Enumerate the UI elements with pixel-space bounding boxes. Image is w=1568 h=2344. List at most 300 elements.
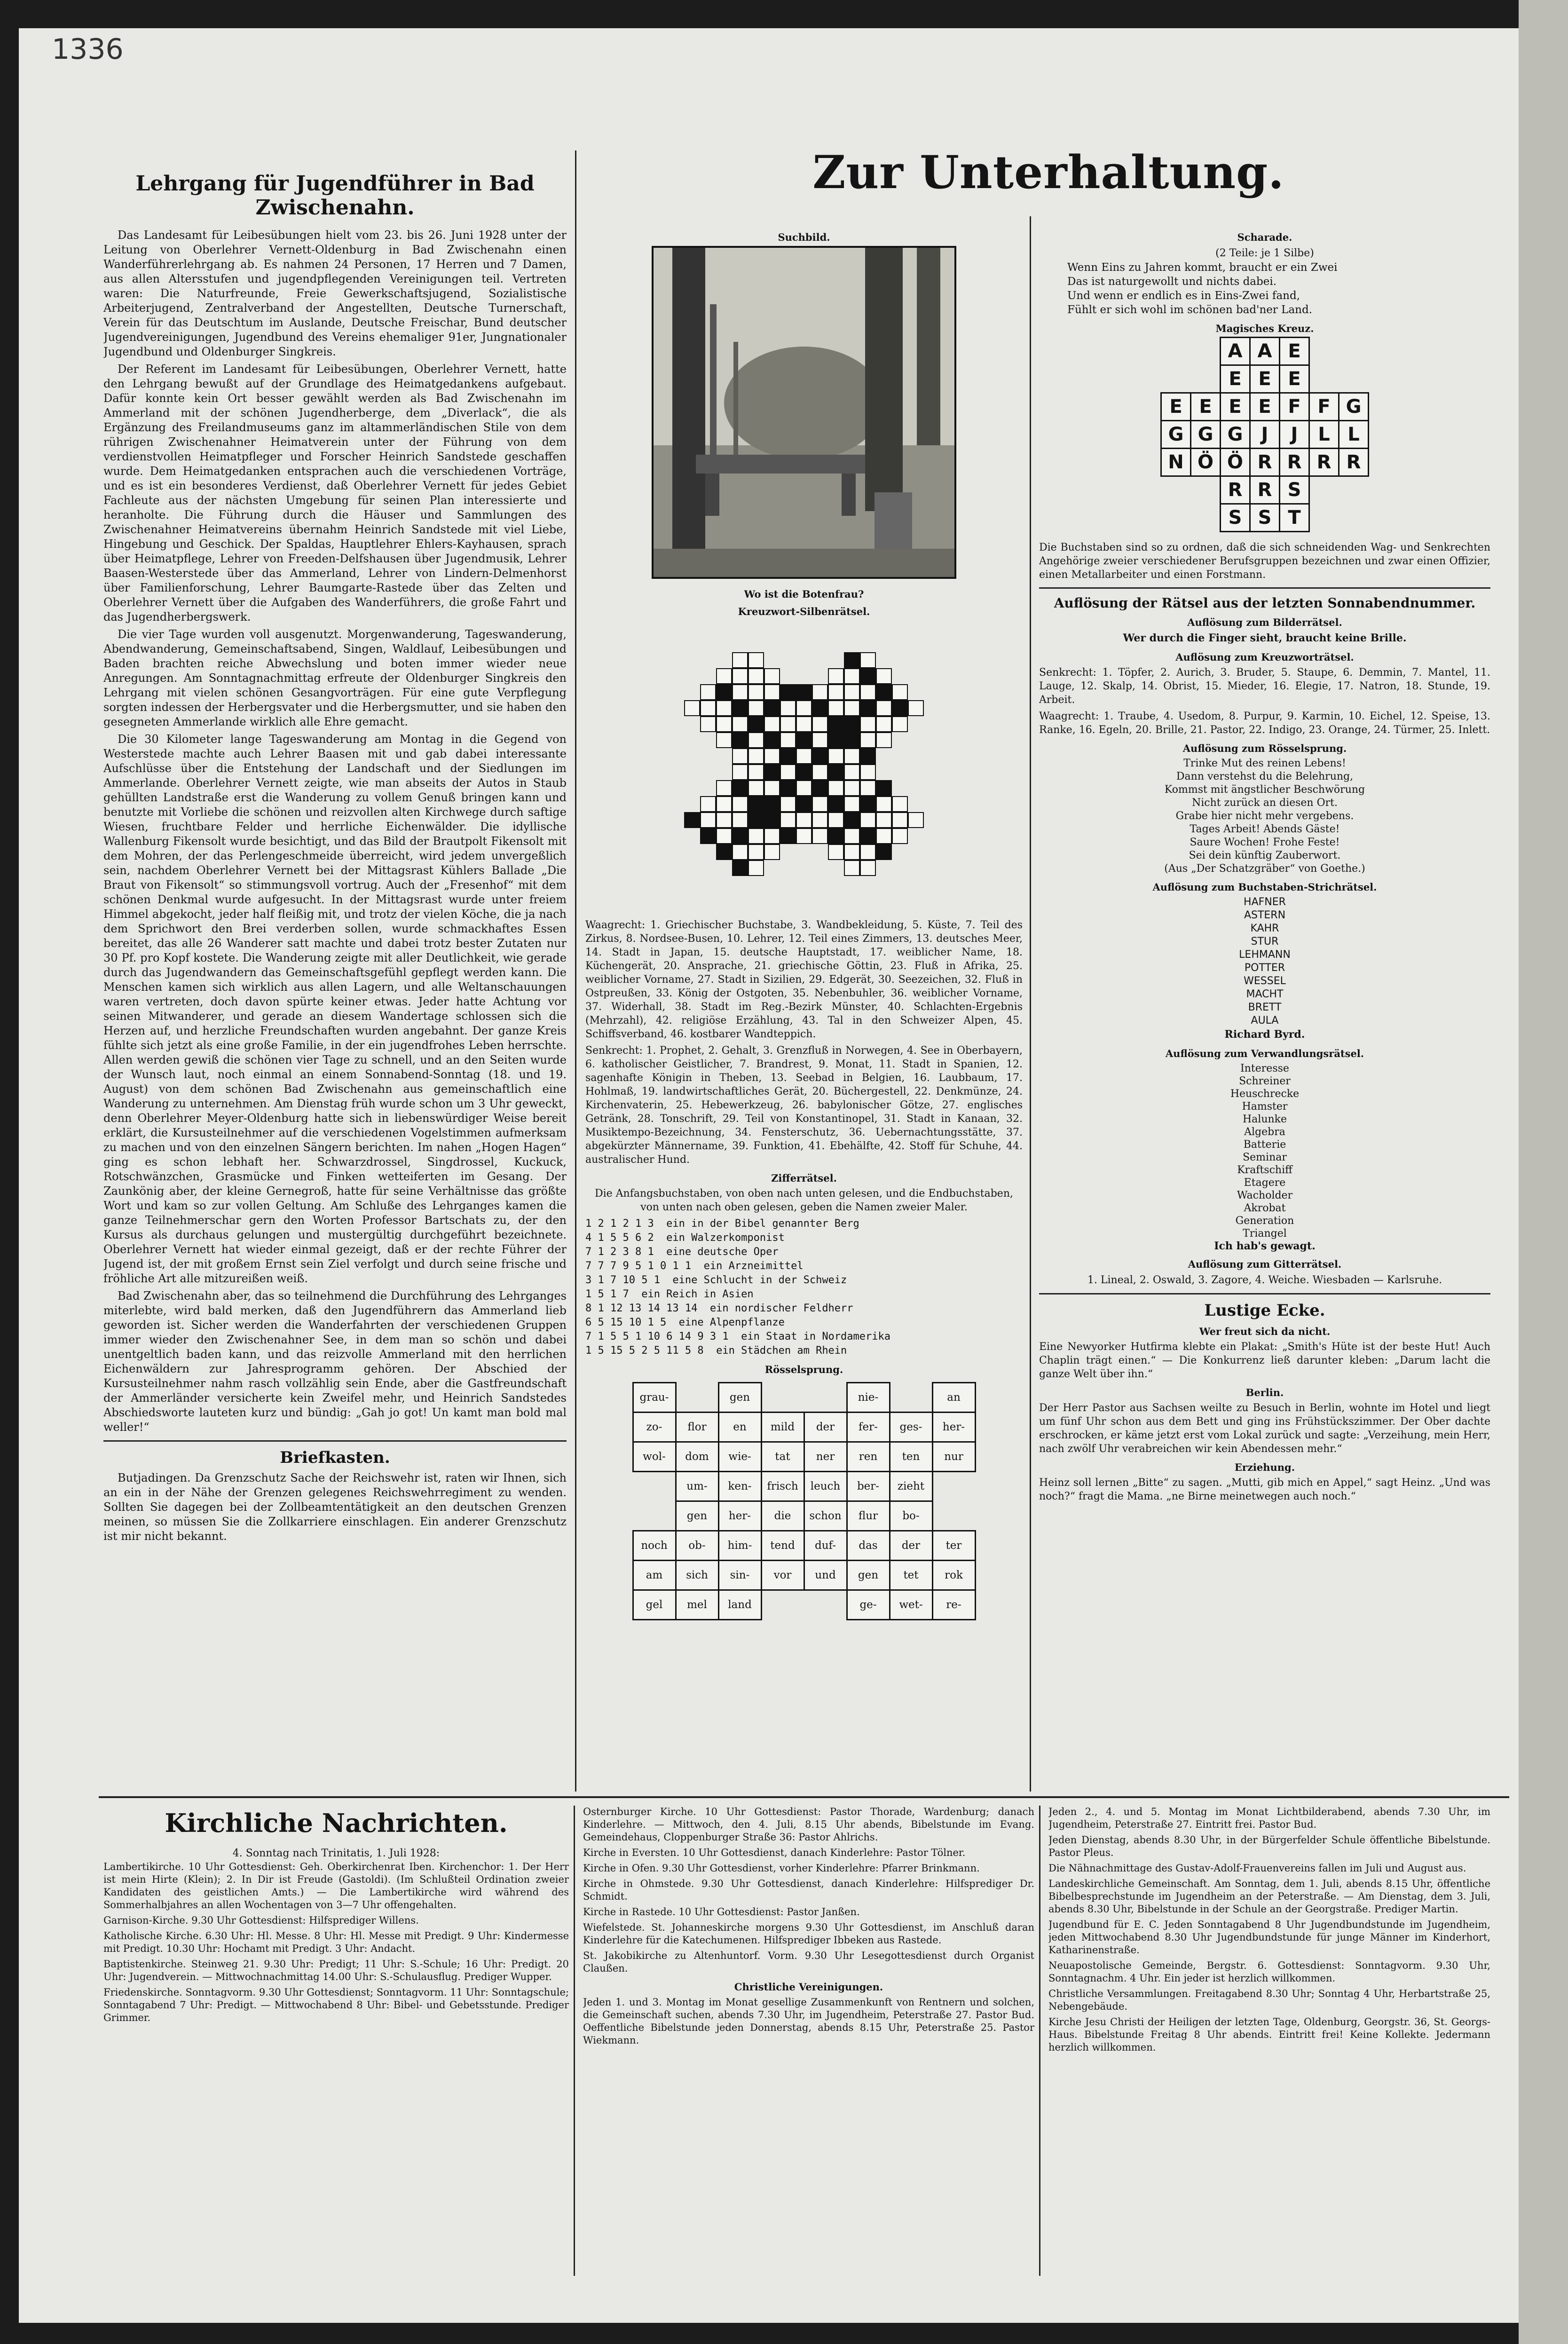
aufl-kreuz-senkrecht: Senkrecht: 1. Töpfer, 2. Aurich, 3. Bruder, 5. Staupe, 6. Demmin, 7. Mantel, 11. Lauge, 12. Skalp, 14. Obrist, 15. Mieder, 16. Elegie, 17. Natron, 18. Stunde, 19. Arbeit. — [1039, 666, 1490, 706]
ruessel-gap — [633, 1501, 676, 1531]
crossword-white-cell — [732, 764, 748, 780]
crossword-white-cell — [892, 684, 908, 700]
ruessel-cell: um- — [676, 1472, 718, 1501]
aufl-gitter-title: Auflösung zum Gitterrätsel. — [1188, 1258, 1342, 1270]
cross-empty-cell — [1160, 503, 1191, 532]
crossword-white-cell — [812, 828, 828, 844]
crossword-white-cell — [860, 780, 876, 796]
crossword-black-cell — [716, 684, 732, 700]
crossword-black-cell — [844, 716, 860, 732]
crossword-white-cell — [700, 684, 716, 700]
crossword-white-cell — [780, 700, 796, 716]
crossword-white-cell — [812, 732, 828, 748]
crossword-black-cell — [684, 812, 700, 828]
article-paragraph: Der Referent im Landesamt für Leibesübungen, Oberlehrer Vernett, hatte den Lehrgang bewußt auf der Grundlage des Heimatgedankens aufgebaut. Dafür konnte kein Ort besser gewählt werden als Bad Zwischenahn im Ammerland mit der schönen Jugendherberge, dem „Diverlack“, die als Ergänzung des Freilandmuseums ganz im altammerländischen Stile von dem rührigen Zwischenahner Heimatverein unter der Führung von dem verdienstvollen Heimatpfleger und Forscher Heinrich Sandstede geschaffen wurde. Dem Heimatgedanken entsprachen auch die verschiedenen Vorträge, und es ist ein besonderes Verdienst, daß Oberlehrer Vernett für jedes Gebiet Fachleute aus der nächsten Umgebung für seinen Plan interessierte und heranholte. Die Führung durch die Häuser und Sammlungen des Zwischenahner Heimatvereins übernahm Heinrich Sandstede mit viel Liebe, Hingebung und Geschick. Der Spaldas, Hauptlehrer Ehlers-Kayhausen, sprach über Heimatpflege, Lehrer von Freeden-Delfshausen über Jugendmusik, Lehrer Baasen-Westerstede über das Ammerland, Lehrer von Lindern-Delmenhorst über Familienforschung, Lehrer Baumgarte-Rastede über das Zelten und Oberlehrer Vernett über die Aufgaben des Wanderführers, die große Fahrt und das Jugendherbergswerk. — [103, 363, 567, 624]
roesselsprung-grid — [632, 1382, 976, 1620]
cross-letter-cell: J — [1249, 420, 1280, 449]
divider — [1039, 1293, 1490, 1294]
ruessel-row — [633, 1413, 975, 1442]
crossword-white-cell — [732, 796, 748, 812]
crossword-white-cell — [844, 796, 860, 812]
ziffer-intro: Die Anfangsbuchstaben, von oben nach unten gelesen, und die Endbuchstaben, von unten nach oben gelesen, geben die Namen zweier Maler. — [594, 1188, 1013, 1213]
verw-word: Wacholder — [1237, 1189, 1293, 1201]
ruessel-gap — [676, 1383, 718, 1413]
crossword-white-cell — [844, 780, 860, 796]
ruessel-cell: das — [847, 1531, 890, 1561]
lustig-head: Wer freut sich da nicht. — [1199, 1325, 1331, 1337]
crossword-white-cell — [748, 844, 764, 860]
crossword-white-cell — [844, 764, 860, 780]
column-rule-left — [575, 150, 576, 1792]
crossword-white-cell — [700, 716, 716, 732]
church-list — [583, 1806, 1034, 2047]
ruessel-cell: gen — [718, 1383, 761, 1413]
crossword-white-cell — [732, 812, 748, 828]
ruessel-cell: her- — [718, 1501, 761, 1531]
church-col-3 — [1048, 1806, 1490, 2276]
crossword-white-cell — [716, 732, 732, 748]
crossword-white-cell — [876, 700, 892, 716]
left-column — [103, 169, 567, 1787]
verw-word: Halunke — [1242, 1113, 1287, 1125]
lustig-head: Erziehung. — [1234, 1461, 1295, 1473]
cross-letter-cell: T — [1279, 503, 1310, 532]
crossword-black-cell — [796, 732, 812, 748]
church-entry: Kirche in Rastede. 10 Uhr Gottesdienst: Pastor Janßen. — [583, 1906, 860, 1918]
crossword-white-cell — [716, 828, 732, 844]
verse-line: Trinke Mut des reinen Lebens! — [1183, 757, 1346, 769]
crossword-white-cell — [700, 812, 716, 828]
ruessel-cell: sin- — [718, 1561, 761, 1590]
verw-word: Triangel — [1243, 1227, 1287, 1239]
crossword-white-cell — [748, 732, 764, 748]
cross-row — [1161, 337, 1369, 365]
aufl-gitter-text: 1. Lineal, 2. Oswald, 3. Zagore, 4. Weiche. Wiesbaden — Karlsruhe. — [1087, 1274, 1442, 1286]
scharade-line: Wenn Eins zu Jahren kommt, braucht er ein Zwei — [1067, 261, 1338, 274]
cross-empty-cell — [1308, 503, 1339, 532]
cross-row — [1161, 476, 1369, 504]
ruessel-cell: ges- — [890, 1413, 932, 1442]
crossword-white-cell — [764, 716, 780, 732]
cross-letter-cell: F — [1279, 392, 1310, 421]
church-entry: Garnison-Kirche. 9.30 Uhr Gottesdienst: Hilfsprediger Willens. — [103, 1915, 419, 1926]
ruessel-cell: wol- — [633, 1442, 676, 1472]
ruessel-cell: vor — [761, 1561, 804, 1590]
crossword-black-cell — [764, 796, 780, 812]
divider — [103, 1440, 567, 1442]
article-paragraph: Bad Zwischenahn aber, das so teilnehmend die Durchführung des Lehrganges miterlebte, wird bald merken, daß den Jugendführern das Ammerland lieb geworden ist. Sicher werden die Wanderfahrten der verschiedenen Gruppen immer wieder den Zwischenahner See, in dem man so schön und dabei unentgeltlich baden kann, und das reizvolle Ammerland mit den herrlichen Eichenwäldern zur Jahresprogramm gehören. Der Abschied der Kursusteilnehmer nahm rasch vollzählig sein Ende, aber die Gastfreundschaft der Ammerländer versicherte kein Zweifel mehr, und Heinrich Sandstedes Abschiedsworte lauteten kurz und bündig: „Gah jo got! Un kamt man bold mal weller!“ — [103, 1289, 567, 1434]
crossword-white-cell — [732, 748, 748, 764]
cross-row — [1161, 420, 1369, 448]
church-entry: Osternburger Kirche. 10 Uhr Gottesdienst: Pastor Thorade, Wardenburg; danach Kinderlehre. — Mittwoch, den 4. Juli, 8.15 Uhr abends, Bibelstunde im Evang. Gemeindehaus, Cloppenburger Straße 36: Pastor Ahlrichs. — [583, 1806, 1034, 1843]
aufl-roessel-title: Auflösung zum Rösselsprung. — [1182, 742, 1347, 754]
cross-letter-cell: R — [1308, 448, 1339, 477]
cross-empty-cell — [1190, 364, 1221, 394]
crossword-white-cell — [716, 668, 732, 684]
middle-column — [585, 226, 1023, 1787]
aufl-strich-name: Richard Byrd. — [1224, 1028, 1305, 1041]
scharade-subtitle: (2 Teile: je 1 Silbe) — [1215, 247, 1314, 259]
crossword-white-cell — [892, 812, 908, 828]
crossword-white-cell — [828, 748, 844, 764]
cross-letter-cell: Ö — [1220, 448, 1251, 477]
masthead-title: Zur Unterhaltung. — [812, 146, 1284, 199]
crossword-black-cell — [828, 828, 844, 844]
ruessel-cell: ob- — [676, 1531, 718, 1561]
crossword-black-cell — [796, 684, 812, 700]
ruessel-cell: sich — [676, 1561, 718, 1590]
ruessel-cell: zo- — [633, 1413, 676, 1442]
crossword-white-cell — [764, 748, 780, 764]
ruessel-cell: tet — [890, 1561, 932, 1590]
cross-empty-cell — [1338, 475, 1369, 505]
cross-empty-cell — [1308, 364, 1339, 394]
crossword-black-cell — [764, 732, 780, 748]
ruessel-gap — [932, 1501, 975, 1531]
verw-word: Akrobat — [1244, 1202, 1286, 1214]
right-column — [1039, 226, 1490, 1787]
crossword-black-cell — [860, 828, 876, 844]
kreuzwort-waagrecht: Waagrecht: 1. Griechischer Buchstabe, 3. Wandbekleidung, 5. Küste, 7. Teil des Zirkus, 8. Nordsee-Busen, 10. Lehrer, 12. Teil eines Zimmers, 13. deutsches Meer, 14. Stadt in Japan, 15. deutsche Hauptstadt, 17. weiblicher Name, 18. Küchengerät, 20. Ansprache, 21. griechische Göttin, 23. Fluß in Afrika, 25. weiblicher Vorname, 27. Stadt in Sizilien, 29. Edgerät, 30. Seezeichen, 32. Fluß in Ostpreußen, 33. König der Ostgoten, 35. Nebenbuhler, 36. weiblicher Vorname, 37. Widerhall, 38. Stadt im Reg.-Bezirk Münster, 40. Schlachten-Ergebnis (Mehrzahl), 42. religiöse Erzählung, 43. Tal in den Schweizer Alpen, 45. Schiffsverband, 46. kostbarer Wandteppich. — [585, 919, 1023, 1040]
church-section-title: Christliche Vereinigungen. — [734, 1981, 883, 1993]
crossword-black-cell — [860, 668, 876, 684]
crossword-white-cell — [844, 828, 860, 844]
cross-letter-cell: G — [1338, 392, 1369, 421]
aufl-bild-title: Auflösung zum Bilderrätsel. — [1187, 616, 1342, 628]
newspaper-page — [19, 28, 1519, 2323]
article-title: Lehrgang für Jugendführer in Bad Zwischenahn. — [135, 172, 535, 220]
ruessel-cell: die — [761, 1501, 804, 1531]
suchbild-caption: Wo ist die Botenfrau? — [744, 588, 864, 600]
cross-row — [1161, 393, 1369, 420]
ruessel-cell: fer- — [847, 1413, 890, 1442]
cross-letter-cell: S — [1220, 503, 1251, 532]
briefkasten-title: Briefkasten. — [280, 1448, 390, 1468]
cross-letter-cell: E — [1279, 364, 1310, 394]
page-edge — [1519, 0, 1568, 2344]
crossword-black-cell — [844, 812, 860, 828]
verw-word: Interesse — [1240, 1062, 1289, 1074]
cross-letter-cell: E — [1160, 392, 1191, 421]
aufl-roessel-verse — [1039, 757, 1490, 876]
cross-letter-cell: S — [1279, 475, 1310, 505]
aufloesung-title: Auflösung der Rätsel aus der letzten Sonnabendnummer. — [1054, 595, 1476, 611]
church-entry: Lambertikirche. 10 Uhr Gottesdienst: Geh. Oberkirchenrat Iben. Kirchenchor: 1. Der Herr ist mein Hirte (Klein); 2. In Dir ist Freude (Gastoldi). (Im Schlußteil Ordination zweier Kandidaten des geistlichen Amts.) — Die Lambertikirche wird während des Sommerhalbjahres an allen Wochentagen von 3—7 Uhr offengehalten. — [103, 1861, 569, 1911]
ruessel-cell: ren — [847, 1442, 890, 1472]
ruessel-cell: him- — [718, 1531, 761, 1561]
crossword-white-cell — [892, 716, 908, 732]
strich-word: BRETT — [1248, 1001, 1282, 1013]
crossword-white-cell — [876, 812, 892, 828]
lustig-text: Heinz soll lernen „Bitte“ zu sagen. „Mutti, gib mich en Appel,“ sagt Heinz. „Und was noch?“ fragt die Mama. „ne Birne meinetwegen auch noch.“ — [1039, 1476, 1490, 1502]
crossword-white-cell — [812, 716, 828, 732]
verw-word: Heuschrecke — [1230, 1088, 1300, 1100]
crossword-white-cell — [716, 812, 732, 828]
crossword-black-cell — [732, 780, 748, 796]
crossword-white-cell — [844, 860, 860, 876]
crossword-white-cell — [732, 684, 748, 700]
verw-word: Batterie — [1243, 1138, 1286, 1151]
crossword-white-cell — [828, 700, 844, 716]
article-paragraph: Die 30 Kilometer lange Tageswanderung am Montag in die Gegend von Westerstede machte auch Lehrer Baasen mit und gab dabei interessante Aufschlüsse über die Entstehung der Landschaft und der Siedlungen im Ammerlande. Oberlehrer Vernett zeigte, wie man abseits der Autos in Staub gehüllten Landstraße erst die Wanderung zu vollem Genuß bringen kann und benutzte mit Vorliebe die schönen und reizvollen alten Kirchwege durch saftige Wiesen, fruchtbare Felder und herrliche Eichenwälder. Die idyllische Wallenburg Fikensolt wurde besichtigt, und das Bild der Brautpolt Fikensolt mit dem Mohren, der das Perlengeschmeide überreicht, wird jedem unvergeßlich sein, nachdem Oberlehrer Vernett bei der Mittagsrast Kühlers Ballade „Die Braut von Fikensolt“ so stimmungsvoll vortrug. Auch der „Fresenhof“ mit dem schönen Denkmal wurde aufgesucht. In der Mittagsrast wurde unter freiem Himmel abgekocht, jeder half fleißig mit, und trotz der vielen Köche, die ja nach dem Sprichwort den Brei verderben sollen, wurde schmackhaftes Essen bereitet, das alle 26 Wanderer satt machte und dabei trotz bester Zutaten nur 30 Pf. pro Kopf kostete. Die Wanderung zeigte mit aller Deutlichkeit, wie gerade durch das Jugendwandern das Gemeinschaftsgefühl gepflegt werden kann. Die Menschen kamen sich wirklich aus allen Lagern, und alle Weltanschauungen waren vertreten, doch davon spürte keiner etwas. Jeder hatte Achtung vor seinen Mitwanderer, und gerade an diesem Wandertage schlossen sich die Herzen auf, und herzliche Freundschaften wurden angebahnt. Der ganze Kreis fühlte sich jetzt als eine große Familie, in der ein jugendfrohes Leben herrschte. Allen werden gewiß die schönen vier Tage zu schnell, und an den Seiten wurde der Wunsch laut, noch einmal an einem Sonnabend-Sonntag (18. und 19. August) von dem schönen Bad Zwischenahn aus gemeinschaftlich eine Wanderung zu unternehmen. Am Dienstag früh wurde schon um 3 Uhr geweckt, denn Oberlehrer Meyer-Oldenburg hatte sich in liebenswürdiger Weise bereit erklärt, die Kursusteilnehmer auf die verschiedenen Vogelstimmen aufmerksam zu machen und von den einzelnen Sängern berichten. Im nahen „Hogen Hagen“ ging es schon lebhaft her. Schwarzdrossel, Singdrossel, Kuckuck, Rotschwänzchen, Grasmücke und Finken wetteiferten im Gesang. Der Zaunkönig aber, der kleine Gernegroß, hatte für seine Verhältnisse das größte Wort und kam so zur vollen Geltung. Am Schluße des Lehrganges kamen die ganze Teilnehmerschar gern den Worten Professor Bartschats zu, der den Kursus als durchaus gelungen und mustergültig durchgeführt bezeichnete. Oberlehrer Vernett hat wieder einmal gezeigt, daß er der rechte Führer der Jugend ist, der mit großem Ernst sein Ziel verfolgt und durch seine frische und fröhliche Art alle mitzureißen weiß. — [103, 733, 567, 1286]
cross-row — [1161, 448, 1369, 476]
verse-line: Dann verstehst du die Belehrung, — [1176, 770, 1354, 782]
cross-empty-cell — [1160, 337, 1191, 366]
church-entry: Baptistenkirche. Steinweg 21. 9.30 Uhr: Predigt; 11 Uhr: S.-Schule; 16 Uhr: Predigt. 20 Uhr: Jugendverein. — Mittwochnachmittag 14.00 Uhr: S.-Schulausflug. Prediger Wupper. — [103, 1958, 569, 1983]
article-paragraph: Das Landesamt für Leibesübungen hielt vom 23. bis 26. Juni 1928 unter der Leitung von Oberlehrer Vernett-Oldenburg in Bad Zwischenahn einen Wanderführerlehrgang ab. Es nahmen 24 Personen, 17 Herren und 7 Damen, aus allen Altersstufen und jugendpflegenden Vereinigungen teil. Vertreten waren: Die Naturfreunde, Freie Gewerkschaftsjugend, Sozialistische Arbeiterjugend, Zentralverband der Angestellten, Deutsche Turnerschaft, Verein für das Deutschtum im Auslande, Deutsche Freischar, Bund deutscher Jugendvereinigungen, Jugendbund des Vereins ehemaliger 91er, Jungnationaler Jugendbund und Oldenburger Singkreis. — [103, 229, 567, 359]
crossword-white-cell — [860, 652, 876, 668]
crossword-white-cell — [764, 844, 780, 860]
ruessel-cell: mel — [676, 1590, 718, 1620]
scharade-line: Fühlt er sich wohl im schönen bad'ner Land. — [1067, 304, 1313, 316]
ruessel-row — [633, 1501, 975, 1531]
column-rule — [574, 1806, 575, 2276]
crossword-white-cell — [828, 844, 844, 860]
crossword-white-cell — [796, 828, 812, 844]
crossword-white-cell — [892, 796, 908, 812]
aufl-kreuz-title: Auflösung zum Kreuzworträtsel. — [1175, 651, 1354, 663]
crossword-white-cell — [748, 700, 764, 716]
cross-letter-cell: Ö — [1190, 448, 1221, 477]
ruessel-cell: land — [718, 1590, 761, 1620]
crossword-black-cell — [892, 700, 908, 716]
crossword-white-cell — [876, 716, 892, 732]
cross-letter-cell: E — [1249, 364, 1280, 394]
verw-end: Ich hab's gewagt. — [1214, 1239, 1316, 1252]
church-entry: Friedenskirche. Sonntagvorm. 9.30 Uhr Gottesdienst; Sonntagvorm. 11 Uhr: Sonntagschule; Sonntagabend 7 Uhr: Predigt. — Mittwochabend 8 Uhr: Bibel- und Gebetsstunde. Prediger Grimmer. — [103, 1987, 569, 2024]
scharade-title: Scharade. — [1237, 231, 1292, 243]
crossword-white-cell — [828, 684, 844, 700]
crossword-black-cell — [860, 700, 876, 716]
cross-letter-cell: R — [1249, 448, 1280, 477]
crossword-white-cell — [812, 764, 828, 780]
strich-word: KAHR — [1250, 922, 1279, 934]
crossword-black-cell — [828, 764, 844, 780]
kreuzwort-senkrecht: Senkrecht: 1. Prophet, 2. Gehalt, 3. Grenzfluß in Norwegen, 4. See in Oberbayern, 6. katholischer Geistlicher, 7. Brandrest, 9. Monat, 11. Stadt in Spanien, 12. sagenhafte Königin in Theben, 13. Seebad in Belgien, 16. Laubbaum, 17. Hohlmaß, 19. landwirtschaftliches Gerät, 20. Büchergestell, 22. Denkmünze, 24. Kirchenvaterin, 25. Hebewerkzeug, 26. babylonischer Götze, 27. englisches Getränk, 28. Tonschrift, 29. Teil von Konstantinopel, 31. Stadt in Kanaan, 32. Musiktempo-Bezeichnung, 34. Fensterschutz, 36. Uebernachtungsstätte, 37. abgekürzter Männername, 39. Funktion, 41. Ebehälfte, 42. Stoff für Schuhe, 44. australischer Hund. — [585, 1045, 1023, 1166]
ruessel-cell: ge- — [847, 1590, 890, 1620]
church-entry: Landeskirchliche Gemeinschaft. Am Sonntag, dem 1. Juli, abends 8.15 Uhr, öffentliche Bibelbesprechstunde im Jugendheim an der Peterstraße. — Am Dienstag, dem 3. Juli, abends 8.30 Uhr, Bibelstunde in der Schule an der Georgstraße. Prediger Martin. — [1048, 1878, 1490, 1915]
crossword-white-cell — [684, 700, 700, 716]
crossword-white-cell — [780, 764, 796, 780]
strich-word: HAFNER — [1244, 896, 1286, 908]
ruessel-cell: ter — [932, 1531, 975, 1561]
crossword-black-cell — [732, 700, 748, 716]
aufl-bild-text: Wer durch die Finger sieht, braucht keine Brille. — [1123, 631, 1407, 644]
crossword-white-cell — [796, 700, 812, 716]
crossword-white-cell — [860, 844, 876, 860]
crossword-white-cell — [860, 860, 876, 876]
crossword-black-cell — [860, 748, 876, 764]
verw-word: Kraftschiff — [1237, 1164, 1292, 1176]
ruessel-cell: und — [804, 1561, 847, 1590]
verse-line: Tages Arbeit! Abends Gäste! — [1190, 823, 1340, 835]
ruessel-cell: flor — [676, 1413, 718, 1442]
ruessel-gap — [932, 1472, 975, 1501]
page-number: 1336 — [52, 33, 124, 66]
church-entry: Jeden 1. und 3. Montag im Monat gesellige Zusammenkunft von Rentnern und solchen, die Gemeinschaft suchen, abends 7.30 Uhr, im Jugendheim, Peterstraße 27. Pastor Bud. Oeffentliche Bibelstunde jeden Donnerstag, abends 8.15 Uhr, Peterstraße 25. Pastor Wiekmann. — [583, 1997, 1034, 2046]
cross-letter-cell: L — [1308, 420, 1339, 449]
crossword-white-cell — [860, 716, 876, 732]
aufl-strich-title: Auflösung zum Buchstaben-Strichrätsel. — [1152, 881, 1377, 893]
ruessel-cell: tat — [761, 1442, 804, 1472]
crossword-white-cell — [876, 828, 892, 844]
cross-letter-cell: J — [1279, 420, 1310, 449]
verw-word: Hamster — [1242, 1100, 1288, 1113]
crossword-black-cell — [780, 828, 796, 844]
ruessel-row — [633, 1531, 975, 1561]
crossword-black-cell — [764, 812, 780, 828]
strich-word: STUR — [1251, 935, 1279, 947]
crossword-black-cell — [812, 700, 828, 716]
cross-empty-cell — [1338, 364, 1369, 394]
ruessel-cell: noch — [633, 1531, 676, 1561]
crossword-white-cell — [748, 748, 764, 764]
crossword-white-cell — [748, 780, 764, 796]
cross-letter-cell: G — [1160, 420, 1191, 449]
ruessel-cell: ber- — [847, 1472, 890, 1501]
verw-word: Etagere — [1244, 1176, 1286, 1189]
ziffer-row: 3 1 7 10 5 1 eine Schlucht in der Schweiz — [585, 1274, 847, 1286]
ruessel-cell: duf- — [804, 1531, 847, 1561]
ziffer-row: 7 1 5 5 1 10 6 14 9 3 1 ein Staat in Nordamerika — [585, 1331, 891, 1342]
crossword-black-cell — [716, 844, 732, 860]
cross-letter-cell: G — [1220, 420, 1251, 449]
crossword-white-cell — [796, 780, 812, 796]
strich-word: POTTER — [1244, 962, 1285, 974]
ruessel-row — [633, 1561, 975, 1590]
strich-word: LEHMANN — [1239, 948, 1291, 961]
crossword-white-cell — [748, 668, 764, 684]
ruessel-cell: nur — [932, 1442, 975, 1472]
verse-line: Grabe hier nicht mehr vergebens. — [1175, 810, 1354, 822]
crossword-white-cell — [876, 732, 892, 748]
ruessel-cell: wie- — [718, 1442, 761, 1472]
verw-word: Algebra — [1244, 1126, 1285, 1138]
cross-letter-cell: R — [1279, 448, 1310, 477]
church-entry: Die Nähnachmittage des Gustav-Adolf-Frauenvereins fallen im Juli und August aus. — [1048, 1863, 1466, 1874]
crossword-black-cell — [780, 684, 796, 700]
cross-empty-cell — [1308, 337, 1339, 366]
kreuz-text: Die Buchstaben sind so zu ordnen, daß die sich schneidenden Wag- und Senkrechten Angehörige zweier verschiedener Berufsgruppen bezeichnen und zwar einen Offizier, einen Metallarbeiter und einen Forstmann. — [1039, 541, 1490, 581]
crossword-white-cell — [700, 700, 716, 716]
divider — [1039, 587, 1490, 589]
crossword-black-cell — [732, 732, 748, 748]
crossword-black-cell — [796, 796, 812, 812]
ziffer-list — [585, 1217, 1023, 1358]
strich-word: MACHT — [1246, 988, 1284, 1000]
church-entry: Jeden Dienstag, abends 8.30 Uhr, in der Bürgerfelder Schule öffentliche Bibelstunde. Pastor Pleus. — [1048, 1834, 1490, 1858]
crossword-white-cell — [780, 812, 796, 828]
ruessel-cell: her- — [932, 1413, 975, 1442]
verse-line: Sei dein künftig Zauberwort. — [1189, 849, 1341, 861]
crossword-white-cell — [764, 828, 780, 844]
ziffer-row: 4 1 5 5 6 2 ein Walzerkomponist — [585, 1232, 785, 1244]
crossword-white-cell — [908, 812, 924, 828]
crossword-black-cell — [812, 748, 828, 764]
ziffer-row: 7 7 7 9 5 1 0 1 1 ein Arzneimittel — [585, 1260, 804, 1272]
crossword-white-cell — [748, 652, 764, 668]
crossword-black-cell — [860, 796, 876, 812]
ruessel-gap — [890, 1383, 932, 1413]
ruessel-row — [633, 1383, 975, 1413]
cross-letter-cell: A — [1220, 337, 1251, 366]
cross-row — [1161, 365, 1369, 393]
crossword-white-cell — [908, 700, 924, 716]
crossword-white-cell — [732, 844, 748, 860]
crossword-white-cell — [876, 796, 892, 812]
crossword-black-cell — [828, 732, 844, 748]
crossword-white-cell — [748, 684, 764, 700]
crossword-white-cell — [844, 668, 860, 684]
ruessel-cell: der — [890, 1531, 932, 1561]
lustig-title: Lustige Ecke. — [1204, 1301, 1325, 1320]
cross-letter-cell: S — [1249, 503, 1280, 532]
crossword-white-cell — [780, 796, 796, 812]
crossword-black-cell — [876, 780, 892, 796]
cross-letter-cell: E — [1220, 392, 1251, 421]
crossword-white-cell — [812, 796, 828, 812]
crossword-black-cell — [748, 796, 764, 812]
church-list — [1048, 1806, 1490, 2054]
crossword-white-cell — [828, 668, 844, 684]
ruessel-cell: bo- — [890, 1501, 932, 1531]
church-entry: Jeden 2., 4. und 5. Montag im Monat Lichtbilderabend, abends 7.30 Uhr, im Jugendheim, Peterstraße 27. Eintritt frei. Pastor Bud. — [1048, 1806, 1490, 1830]
ruessel-cell: wet- — [890, 1590, 932, 1620]
suchbild-title: Suchbild. — [778, 231, 830, 243]
crossword-white-cell — [812, 684, 828, 700]
crossword-white-cell — [860, 684, 876, 700]
ruessel-cell: zieht — [890, 1472, 932, 1501]
crossword-black-cell — [844, 652, 860, 668]
ruessel-cell: rok — [932, 1561, 975, 1590]
cross-letter-cell: E — [1279, 337, 1310, 366]
ruessel-gap — [804, 1383, 847, 1413]
crossword-white-cell — [844, 748, 860, 764]
ruessel-gap — [633, 1472, 676, 1501]
ruessel-row — [633, 1590, 975, 1620]
ruessel-cell: am — [633, 1561, 676, 1590]
crossword-white-cell — [764, 780, 780, 796]
cross-empty-cell — [1338, 503, 1369, 532]
verw-word: Schreiner — [1239, 1075, 1291, 1087]
masthead-block — [607, 146, 1490, 221]
crossword-white-cell — [716, 796, 732, 812]
crossword-white-cell — [828, 780, 844, 796]
ruessel-cell: grau- — [633, 1383, 676, 1413]
church-col-1 — [103, 1806, 569, 2276]
cross-letter-cell: G — [1190, 420, 1221, 449]
crossword-white-cell — [732, 652, 748, 668]
cross-empty-cell — [1190, 503, 1221, 532]
crossword-white-cell — [844, 684, 860, 700]
crossword-white-cell — [828, 812, 844, 828]
cross-letter-cell: E — [1220, 364, 1251, 394]
church-list — [103, 1861, 569, 2024]
verse-line: Saure Wochen! Frohe Feste! — [1190, 836, 1340, 848]
crossword-white-cell — [796, 716, 812, 732]
ruessel-title: Rösselsprung. — [764, 1364, 843, 1375]
crossword-black-cell — [780, 748, 796, 764]
crossword-white-cell — [844, 700, 860, 716]
verse-line: Kommst mit ängstlicher Beschwörung — [1164, 783, 1365, 796]
crossword-white-cell — [748, 764, 764, 780]
article-paragraph: Die vier Tage wurden voll ausgenutzt. Morgenwanderung, Tageswanderung, Abendwanderung, Gemeinschaftsabend, Singen, Waldlauf, Leibesübungen und Baden brachten reiche Abwechslung und boten immer wieder neue Anregungen. Am Sonntagnachmittag erfreute der Oldenburger Singkreis den Lehrgang mit vielen schönen Gesangvorträgen. Für eine gute Verpflegung sorgten indessen der Herbergsvater und die Herbergsmutter, und sie haben den gesegneten Ammerlande wirklich alle Ehre gemacht. — [103, 628, 567, 729]
column-rule-right — [1030, 216, 1031, 1792]
ruessel-cell: gel — [633, 1590, 676, 1620]
church-entry: St. Jakobikirche zu Altenhuntorf. Vorm. 9.30 Uhr Lesegottesdienst durch Organist Claußen. — [583, 1950, 1034, 1974]
ziffer-row: 7 1 2 3 8 1 eine deutsche Oper — [585, 1246, 779, 1258]
crossword-black-cell — [732, 860, 748, 876]
